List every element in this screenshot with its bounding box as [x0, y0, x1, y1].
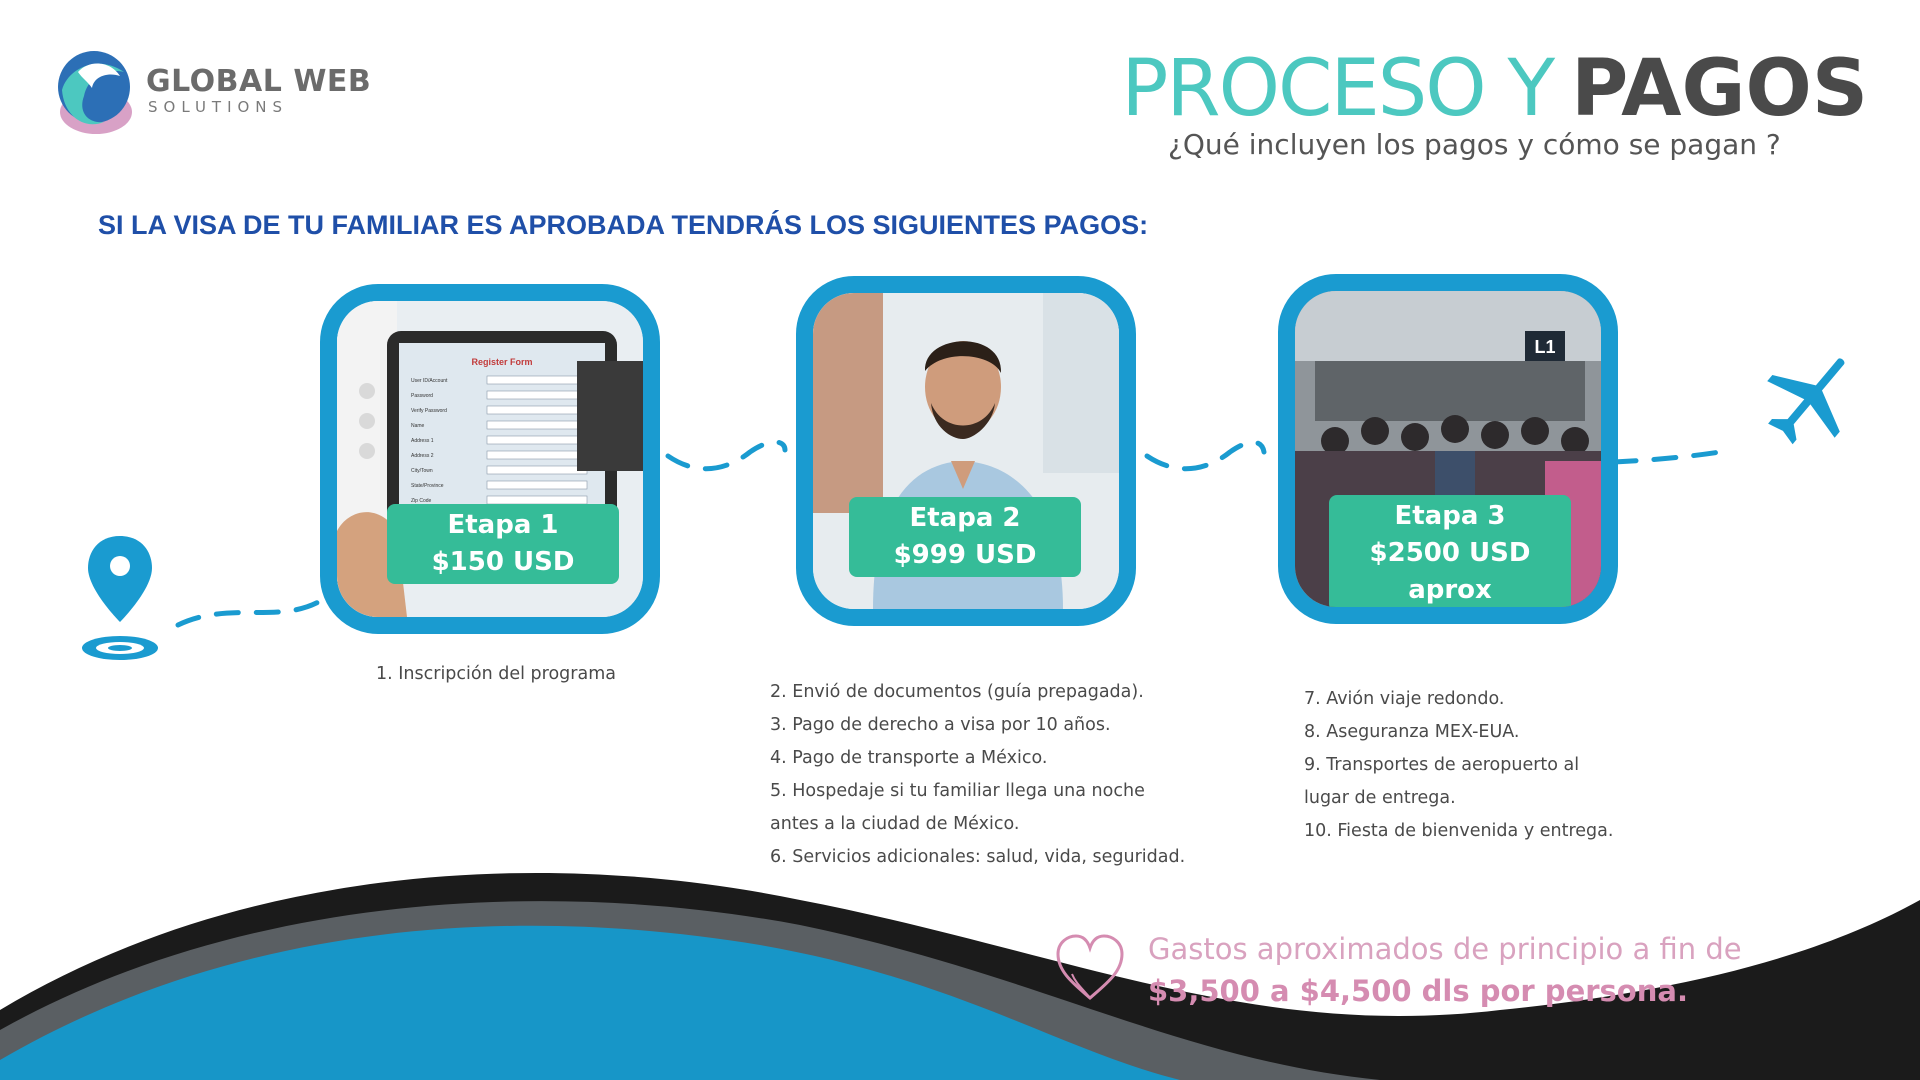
list-item: 6. Servicios adicionales: salud, vida, seguridad.	[770, 847, 1186, 867]
list-item: 10. Fiesta de bienvenida y entrega.	[1304, 821, 1614, 841]
tablet-form-field-box	[487, 436, 587, 444]
tablet-form-field-box	[487, 391, 587, 399]
stage-2-photo-frame	[796, 276, 1136, 626]
globe-logo-icon	[48, 42, 140, 138]
brand-name: GLOBAL WEB	[146, 64, 372, 99]
stage-1-price: $150 USD	[431, 547, 575, 577]
tablet-form-field-label: State/Province	[411, 483, 444, 489]
stage-2-items	[770, 676, 1185, 874]
stage-1-label: Etapa 1	[447, 510, 559, 540]
total-cost-intro: Gastos aproximados de principio a fin de	[1148, 932, 1742, 966]
location-pin-icon	[78, 534, 162, 664]
tablet-form-field-label: Address 2	[411, 453, 434, 459]
stage-3-label: Etapa 3	[1394, 501, 1506, 531]
stage-2-price: $999 USD	[893, 540, 1037, 570]
tablet-form-field-box	[487, 496, 587, 504]
page-subtitle: ¿Qué incluyen los pagos y cómo se pagan ?	[1168, 128, 1781, 161]
tablet-form-field-label: Password	[411, 393, 433, 399]
airplane-icon	[1752, 346, 1864, 456]
heart-icon	[1054, 934, 1126, 1004]
page-title-light: PROCESO Y	[1121, 44, 1554, 134]
list-item: lugar de entrega.	[1304, 788, 1456, 808]
stage-3-items	[1304, 683, 1613, 848]
tablet-form-field-box	[487, 481, 587, 489]
tablet-form-field-label: Name	[411, 423, 425, 429]
stage-1-photo-frame	[320, 284, 660, 634]
list-item: 7. Avión viaje redondo.	[1304, 689, 1505, 709]
stage-2-label: Etapa 2	[909, 503, 1021, 533]
tablet-form-field-label: Address 1	[411, 438, 434, 444]
page-title-bold: PAGOS	[1571, 44, 1868, 134]
tablet-form-field-label: User ID/Account	[411, 378, 448, 384]
tablet-form-field-box	[487, 466, 587, 474]
list-item: 5. Hospedaje si tu familiar llega una noche	[770, 781, 1145, 801]
list-item: 9. Transportes de aeropuerto al	[1304, 755, 1580, 775]
stage-3-photo-frame	[1278, 274, 1618, 624]
total-cost-range: $3,500 a $4,500 dls por persona.	[1148, 974, 1688, 1008]
tablet-form-field-label: Zip Code	[411, 498, 432, 504]
stage-2-badge	[849, 497, 1081, 577]
tablet-form-field-label: Verify Password	[411, 408, 447, 414]
list-item: 3. Pago de derecho a visa por 10 años.	[770, 715, 1111, 735]
tablet-form-title: Register Form	[471, 357, 533, 367]
stage-1-items	[376, 658, 616, 691]
page-title	[1121, 44, 1868, 134]
section-heading: SI LA VISA DE TU FAMILIAR ES APROBADA TENDRÁS LOS SIGUIENTES PAGOS:	[98, 210, 1149, 240]
list-item: 2. Envió de documentos (guía prepagada).	[770, 682, 1144, 702]
tablet-form-field-box	[487, 451, 587, 459]
tablet-form-field-label: City/Town	[411, 468, 433, 474]
list-item: 8. Aseguranza MEX-EUA.	[1304, 722, 1520, 742]
list-item: 4. Pago de transporte a México.	[770, 748, 1048, 768]
tablet-form-field-box	[487, 376, 587, 384]
brand-tagline: SOLUTIONS	[148, 98, 289, 116]
tablet-form-field-box	[487, 421, 587, 429]
tablet-form-field-box	[487, 406, 587, 414]
list-item: antes a la ciudad de México.	[770, 814, 1020, 834]
airport-sign-text: L1	[1534, 337, 1556, 357]
stage-1-badge	[387, 504, 619, 584]
stage-3-price: $2500 USD aprox	[1369, 538, 1531, 605]
list-item: 1. Inscripción del programa	[376, 664, 616, 684]
stage-3-badge	[1329, 495, 1571, 612]
